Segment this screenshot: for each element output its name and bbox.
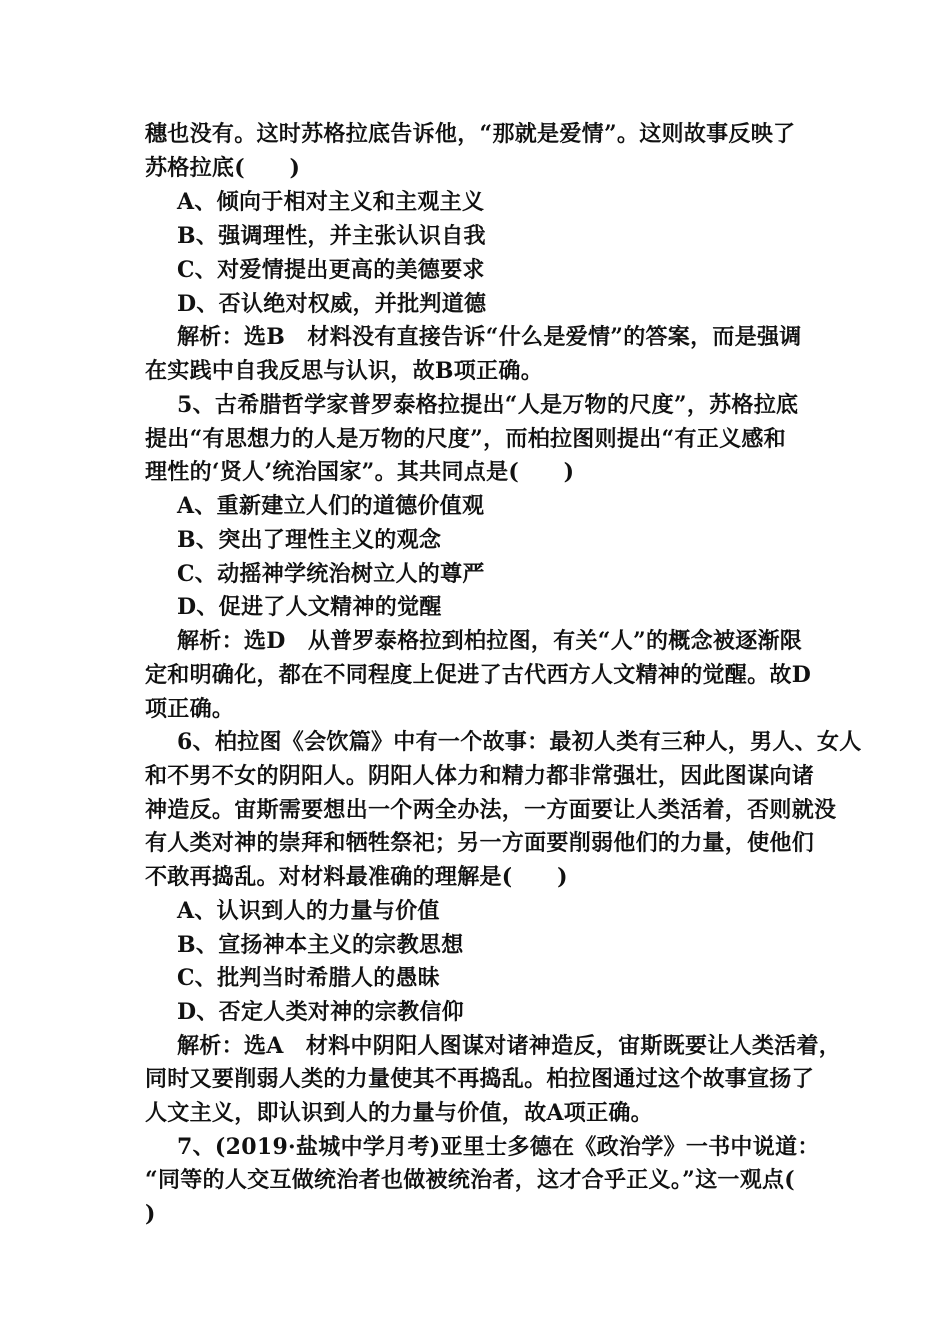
text-line: “同等的人交互做统治者也做被统治者，这才合乎正义。”这一观点( [145,1167,796,1193]
text-line: 人文主义，即认识到人的力量与价值，故A项正确。 [145,1100,653,1126]
question-line: 6、柏拉图《会饮篇》中有一个故事：最初人类有三种人，男人、女人 [177,729,862,755]
option-line: C、动摇神学统治树立人的尊严 [177,561,485,587]
text-line: 在实践中自我反思与认识，故B项正确。 [145,358,543,384]
text-line: 提出“有思想力的人是万物的尺度”，而柏拉图则提出“有正义感和 [145,426,786,452]
question-line: 7、(2019·盐城中学月考)亚里士多德在《政治学》一书中说道： [177,1134,820,1160]
option-line: D、否认绝对权威，并批判道德 [177,291,487,317]
option-line: D、促进了人文精神的觉醒 [177,594,442,620]
option-line: C、对爱情提出更高的美德要求 [177,257,485,283]
text-line: 和不男不女的阴阳人。阴阳人体力和精力都非常强壮，因此图谋向诸 [145,763,815,789]
text-line: 有人类对神的崇拜和牺牲祭祀；另一方面要削弱他们的力量，使他们 [145,830,815,856]
option-line: C、批判当时希腊人的愚昧 [177,965,441,991]
option-line: A、倾向于相对主义和主观主义 [177,189,485,215]
text-line: 项正确。 [145,696,235,722]
text-line: 定和明确化，都在不同程度上促进了古代西方人文精神的觉醒。故D [145,662,812,688]
text-line: 不敢再捣乱。对材料最准确的理解是( ) [145,864,568,890]
analysis-line: 解析：选A 材料中阴阳人图谋对诸神造反，宙斯既要让人类活着， [177,1033,842,1059]
text-line: 苏格拉底( ) [145,155,301,181]
option-line: A、重新建立人们的道德价值观 [177,493,485,519]
option-line: D、否定人类对神的宗教信仰 [177,999,464,1025]
option-line: B、突出了理性主义的观念 [177,527,442,553]
analysis-line: 解析：选B 材料没有直接告诉“什么是爱情”的答案，而是强调 [177,324,802,350]
text-line: 神造反。宙斯需要想出一个两全办法，一方面要让人类活着，否则就没 [145,797,837,823]
option-line: B、强调理性，并主张认识自我 [177,223,486,249]
question-line: 5、古希腊哲学家普罗泰格拉提出“人是万物的尺度”，苏格拉底 [177,392,799,418]
text-line: 同时又要削弱人类的力量使其不再捣乱。柏拉图通过这个故事宣扬了 [145,1066,815,1092]
text-line: ) [145,1201,156,1227]
analysis-line: 解析：选D 从普罗泰格拉到柏拉图，有关“人”的概念被逐渐限 [177,628,803,654]
option-line: B、宣扬神本主义的宗教思想 [177,932,464,958]
text-line: 理性的‘贤人’统治国家”。其共同点是( ) [145,459,575,485]
text-line: 穗也没有。这时苏格拉底告诉他，“那就是爱情”。这则故事反映了 [145,121,796,147]
option-line: A、认识到人的力量与价值 [177,898,440,924]
